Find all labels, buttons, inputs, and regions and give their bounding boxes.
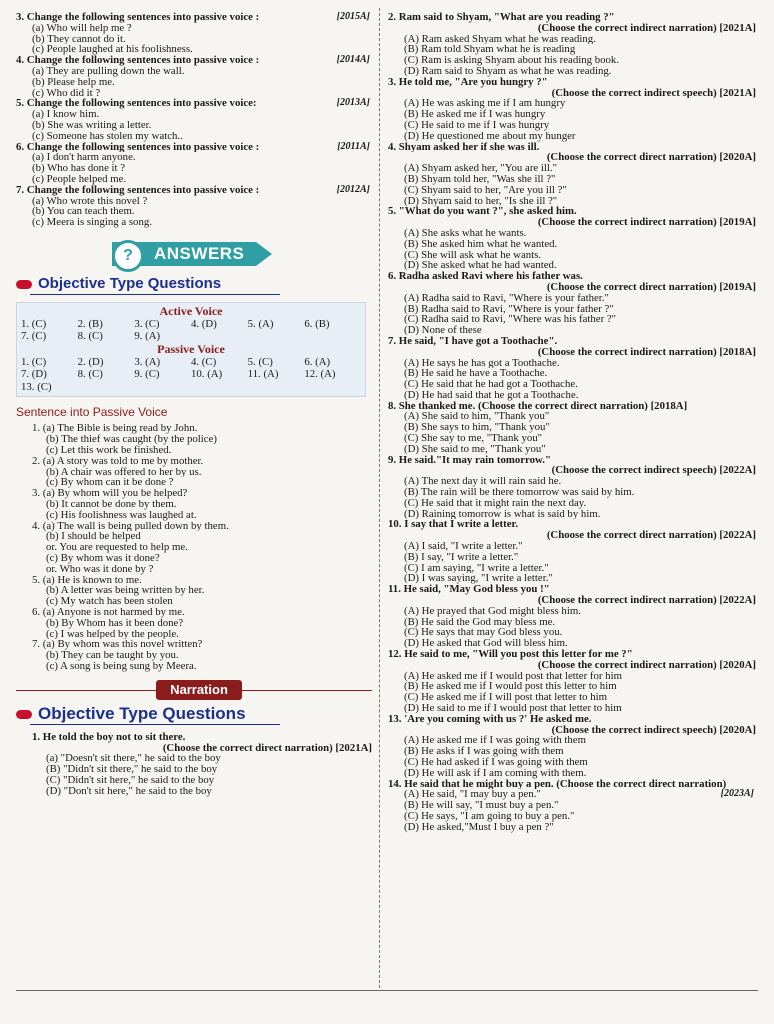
option: (A) Shyam asked her, "You are ill." [404, 163, 558, 174]
question-stem: 7. He said, "I have got a Toothache". [388, 335, 558, 347]
question-stem: 3. He told me, "Are you hungry ?" [388, 76, 548, 88]
answer-line: or. Who was it done by ? [46, 563, 154, 575]
option: (A) He says he has got a Toothache. [404, 357, 560, 369]
answer-cell [134, 381, 191, 394]
option: (D) He asked,"Must I buy a pen ?" [404, 821, 554, 833]
question-stem: 5. "What do you want ?", she asked him. [388, 206, 577, 218]
option: (c) Someone has stolen my watch.. [32, 130, 183, 142]
narration-tab: Narration [156, 680, 242, 700]
option: (C) Radha said to Ravi, "Where was his father ?" [404, 314, 617, 326]
option: (D) He asked that God will bless him. [404, 638, 568, 650]
option: (C) He asked me if I will post that letter to him [404, 692, 607, 703]
option: (B) "Didn't sit there," he said to the boy [46, 764, 218, 775]
answer-cell [248, 381, 305, 394]
option: (a) "Doesn't sit there," he said to the boy [46, 753, 221, 765]
answer-cell: 3. (A) [134, 355, 161, 368]
question-stem: 5. Change the following sentences into passive voice: [2013A] [16, 98, 370, 110]
choose-instruction: (Choose the correct indirect narration) [2021A] [537, 22, 756, 34]
option: (A) He was asking me if I am hungry [404, 98, 566, 110]
passive-voice-answers [21, 356, 361, 394]
passive-voice-questions [16, 12, 372, 228]
option: (A) Ram asked Shyam what he was reading. [404, 33, 596, 45]
answers-title: ANSWERS [154, 243, 245, 263]
answer-line: 2. (a) A story was told to me by mother. [32, 455, 204, 467]
option: (A) She asks what he wants. [404, 227, 527, 239]
question-stem: 8. She thanked me. (Choose the correct direct narration) [2018A] [388, 400, 688, 412]
active-voice-answers [21, 318, 361, 343]
answer-cell: 13. (C) [21, 380, 52, 393]
answer-line: (c) A song is being sung by Meera. [46, 660, 197, 672]
choose-instruction: (Choose the correct indirect narration) [2018A] [537, 346, 756, 358]
answer-line: or. You are requested to help me. [46, 542, 188, 553]
option: (C) He said that it might rain the next day. [404, 497, 587, 509]
answer-line: (b) By Whom has it been done? [46, 617, 184, 629]
answer-cell: 1. (C) [21, 355, 47, 368]
answer-cell: 11. (A) [247, 368, 279, 381]
choose-instruction: (Choose the correct direct narration) [2019A] [546, 281, 756, 293]
option: (C) He said that he had got a Toothache. [404, 379, 578, 390]
option: (c) Meera is singing a song. [32, 217, 152, 228]
answer-line: 4. (a) The wall is being pulled down by them. [32, 520, 229, 532]
option: (A) I said, "I write a letter." [404, 541, 523, 552]
option: (A) He asked me if I was going with them [404, 735, 587, 747]
choose-instruction: (Choose the correct direct narration) [2022A] [546, 530, 756, 542]
bottom-rule [16, 990, 758, 991]
option: (D) Ram said to Shyam as what he was reading. [404, 65, 612, 77]
active-voice-title: Active Voice [159, 303, 223, 318]
question-stem: 4. Shyam asked her if she was ill. [388, 141, 540, 153]
year-tag: [2015A] [336, 12, 370, 22]
answer-cell: 3. (C) [134, 317, 160, 330]
answer-line: (b) I should be helped [46, 531, 141, 543]
choose-instruction: (Choose the correct direct narration) [2021A] [162, 742, 372, 754]
bullet-pill-icon [16, 280, 32, 289]
answer-cell: 5. (A) [247, 317, 274, 330]
answer-line: 5. (a) He is known to me. [32, 574, 142, 586]
answer-line: (b) A chair was offered to her by us. [46, 466, 202, 478]
option: (b) They cannot do it. [32, 33, 126, 45]
option: (C) Shyam said to her, "Are you ill ?" [404, 184, 567, 196]
option: (D) None of these [404, 325, 482, 336]
answer-line: (c) By whom can it be done ? [46, 477, 174, 489]
question-stem: 3. Change the following sentences into passive voice : [2015A] [16, 12, 370, 23]
option: (B) I say, "I write a letter." [404, 551, 519, 563]
answer-line: (b) It cannot be done by them. [46, 499, 177, 510]
option: (b) Please help me. [32, 76, 115, 88]
answer-line: (c) My watch has been stolen [46, 596, 173, 607]
option: (D) She said to me, "Thank you" [404, 443, 546, 455]
heading-underline [30, 724, 280, 725]
option: (B) The rain will be there tomorrow was said by him. [404, 487, 635, 498]
answer-cell [304, 330, 361, 343]
option: (a) I don't harm anyone. [32, 152, 136, 164]
answer-cell [78, 381, 135, 394]
choose-instruction: (Choose the correct indirect speech) [2022A] [551, 465, 756, 477]
answer-cell [304, 381, 361, 394]
option: (C) "Didn't sit here," he said to the boy [46, 774, 215, 786]
left-column [16, 12, 372, 797]
answer-cell: 7. (D) [21, 368, 47, 381]
option: (D) I was saying, "I write a letter." [404, 573, 553, 585]
question-stem: 9. He said."It may rain tomorrow." [388, 454, 551, 466]
option: (C) He said to me if I was hungry [404, 119, 550, 131]
option: (b) Who has done it ? [32, 163, 126, 174]
option: (B) She says to him, "Thank you" [404, 422, 550, 434]
option: (C) Ram is asking Shyam about his reading book. [404, 55, 620, 66]
option: (b) She was writing a letter. [32, 119, 152, 131]
answer-cell: 6. (A) [304, 355, 331, 368]
passive-voice-title: Passive Voice [157, 341, 225, 356]
option: (c) People helped me. [32, 173, 127, 185]
answer-cell: 2. (D) [77, 355, 104, 368]
answer-line: (c) I was helped by the people. [46, 628, 179, 640]
option: (D) He had said that he got a Toothache. [404, 389, 579, 401]
answer-cell: 9. (C) [134, 368, 160, 381]
option: (D) He said to me if I would post that letter to him [404, 703, 622, 714]
answer-line: (c) Let this work be finished. [46, 445, 172, 456]
option: (A) The next day it will rain said he. [404, 476, 562, 488]
answer-cell [191, 381, 248, 394]
question-stem: 4. Change the following sentences into passive voice : [2014A] [16, 55, 370, 66]
answer-line: (c) By whom was it done? [46, 553, 160, 564]
option: (A) Radha said to Ravi, "Where is your father." [404, 292, 609, 304]
question-stem: 2. Ram said to Shyam, "What are you reading ?" [388, 12, 615, 23]
option: (D) "Don't sit here," he said to the boy [46, 785, 212, 797]
option: (A) He asked me if I would post that letter for him [404, 670, 622, 682]
question-stem: 13. 'Are you coming with us ?' He asked me. [388, 713, 592, 725]
answer-cell: 5. (C) [247, 355, 273, 368]
year-tag: [2014A] [336, 55, 370, 66]
answer-cell: 4. (C) [191, 355, 217, 368]
option: (B) He asked me if I would post this letter to him [404, 681, 617, 693]
objective-heading-text: Objective Type Questions [38, 274, 222, 292]
option: (C) She say to me, "Thank you" [404, 433, 543, 444]
answer-cell: 8. (C) [77, 368, 103, 381]
option: (B) He said he have a Toothache. [404, 368, 548, 380]
option: (B) Ram told Shyam what he is reading [404, 44, 576, 56]
option: (c) People laughed at his foolishness. [32, 44, 193, 56]
option: (D) He questioned me about my hunger [404, 130, 576, 142]
answer-cell: 4. (D) [191, 317, 217, 330]
narration-objective-heading: Objective Type Questions [38, 703, 246, 723]
option: (A) She said to him, "Thank you" [404, 411, 550, 423]
choose-instruction: (Choose the correct indirect narration) [2020A] [537, 659, 756, 671]
option: (a) They are pulling down the wall. [32, 65, 185, 77]
answers-banner [16, 238, 372, 268]
option: (D) Raining tomorrow is what is said by him. [404, 508, 601, 520]
year-tag: [2023A] [720, 789, 754, 800]
option: (C) He had asked if I was going with them [404, 756, 588, 768]
choose-instruction: (Choose the correct direct narration) [2020A] [546, 152, 756, 164]
choose-instruction: (Choose the correct indirect narration) [2019A] [537, 217, 756, 228]
answer-cell: 8. (C) [77, 330, 103, 343]
question-stem: 12. He said to me, "Will you post this letter for me ?" [388, 649, 633, 660]
option: (B) He asks if I was going with them [404, 746, 564, 757]
answer-line: 1. (a) The Bible is being read by John. [32, 423, 198, 435]
answer-cell: 7. (C) [21, 330, 47, 343]
question-mark-icon: ? [112, 240, 144, 272]
option: (B) He will say, "I must buy a pen." [404, 800, 559, 811]
objective-heading-1 [16, 274, 372, 296]
option: (C) He says, "I am going to buy a pen." [404, 810, 575, 822]
answer-line: 6. (a) Anyone is not harmed by me. [32, 606, 185, 618]
answer-cell: 12. (A) [304, 368, 336, 381]
option: (b) You can teach them. [32, 206, 135, 218]
year-tag: [2013A] [336, 98, 370, 109]
year-tag: [2011A] [337, 141, 370, 152]
sentence-passive-heading: Sentence into Passive Voice [16, 405, 168, 420]
option: (A) He prayed that God might bless him. [404, 605, 581, 617]
sentence-passive-answers [16, 423, 372, 671]
option: (D) He will ask if I am coming with them. [404, 767, 587, 779]
choose-instruction: (Choose the correct indirect speech) [2020A] [551, 724, 756, 736]
right-column [388, 12, 756, 833]
column-divider [379, 8, 380, 988]
option: (a) I know him. [32, 109, 100, 120]
answer-line: (c) His foolishness was laughed at. [46, 509, 197, 521]
answer-line: (b) A letter was being written by her. [46, 585, 205, 597]
choose-instruction: (Choose the correct indirect speech) [2021A] [551, 87, 756, 99]
option: (B) He said the God may bless me. [404, 616, 556, 628]
option: (a) Who wrote this novel ? [32, 195, 148, 207]
option: (C) I am saying, "I write a letter." [404, 562, 549, 574]
question-stem: 6. Radha asked Ravi where his father was. [388, 271, 583, 282]
option: (C) She will ask what he wants. [404, 249, 542, 261]
year-tag: [2012A] [336, 184, 370, 195]
choose-instruction: (Choose the correct indirect narration) [2022A] [537, 595, 756, 606]
option: (B) Radha said to Ravi, "Where is your father ?" [404, 303, 614, 315]
answer-key-box [16, 302, 366, 398]
question-stem: 7. Change the following sentences into passive voice : [2012A] [16, 184, 370, 196]
answer-cell: 1. (C) [21, 317, 47, 330]
option: (D) She asked what he had wanted. [404, 260, 557, 272]
narration-question-1 [16, 732, 372, 797]
answer-cell [248, 330, 305, 343]
option: (B) She asked him what he wanted. [404, 238, 558, 250]
question-stem: 11. He said, "May God bless you !" [388, 584, 550, 596]
question-stem: 14. He said that he might buy a pen. (Choose the correct direct narration) [388, 778, 727, 790]
option: (B) Shyam told her, "Was she ill ?" [404, 173, 556, 185]
answer-line: (b) The thief was caught (by the police) [46, 434, 217, 446]
question-stem: 10. I say that I write a letter. [388, 519, 519, 531]
heading-underline [30, 294, 280, 295]
objective-heading-2 [16, 704, 372, 726]
option: (D) Shyam said to her, "Is she ill ?" [404, 195, 558, 207]
option: (a) Who will help me ? [32, 22, 132, 34]
answer-line: (b) They can be taught by you. [46, 650, 179, 661]
option: (A) He said, "I may buy a pen." [2023A] [404, 789, 754, 801]
narration-section [16, 678, 372, 700]
answer-cell: 10. (A) [191, 368, 223, 381]
answer-cell: 2. (B) [77, 317, 103, 330]
option: (c) Who did it ? [32, 87, 101, 99]
answer-cell: 6. (B) [304, 317, 330, 330]
question-stem: 1. He told the boy not to sit there. [32, 731, 186, 743]
bullet-pill-icon [16, 710, 32, 719]
question-stem: 6. Change the following sentences into passive voice : [2011A] [16, 141, 370, 153]
answer-line: 7. (a) By whom was this novel written? [32, 639, 203, 651]
option: (B) He asked me if I was hungry [404, 109, 546, 120]
answer-cell: 9. (A) [134, 330, 161, 343]
answer-line: 3. (a) By whom will you be helped? [32, 488, 188, 500]
option: (C) He says that may God bless you. [404, 627, 563, 639]
